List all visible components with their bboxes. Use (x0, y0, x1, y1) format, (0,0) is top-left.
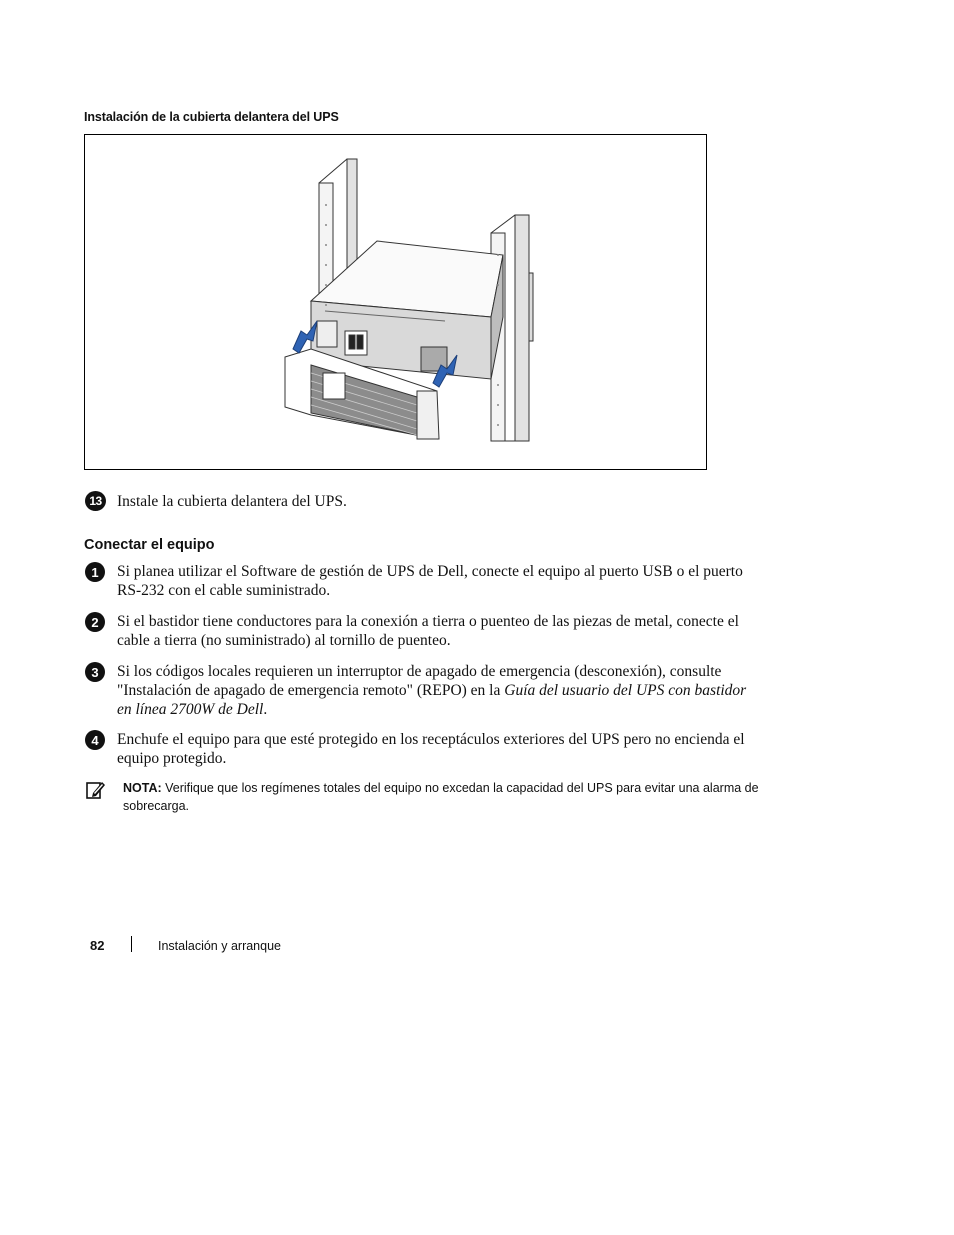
step-badge-4: 4 (85, 730, 105, 750)
footer-divider (131, 936, 132, 952)
step-3-text-end: . (263, 701, 268, 718)
step-3-text-main: Si los códigos locales requieren un interruptor de apagado de emergencia (desconexión), consulte "Instalación de apagado de emergencia remoto" (REPO) en la (117, 663, 722, 699)
step-3-text (117, 662, 757, 719)
note-text (123, 779, 763, 815)
step-3-guide-title: Guía del usuario del UPS con bastidor en línea 2700W de Dell (117, 682, 747, 718)
page-number: 82 (90, 938, 105, 953)
step-badge-2: 2 (85, 612, 105, 632)
step-badge-1: 1 (85, 562, 105, 582)
note-body: Verifique que los regímenes totales del equipo no excedan la capacidad del UPS para evitar una alarma de sobrecarga. (123, 781, 759, 813)
step-badge-3: 3 (85, 662, 105, 682)
step-badge-13: 13 (85, 491, 106, 511)
step-13-text: Instale la cubierta delantera del UPS. (117, 493, 347, 510)
section-heading: Conectar el equipo (84, 537, 215, 553)
ups-front-cover-illustration (84, 134, 707, 470)
footer-section-title: Instalación y arranque (158, 939, 281, 953)
step-2-text: Si el bastidor tiene conductores para la conexión a tierra o puenteo de las piezas de metal, conecte el cable a tierra (no suministrado) al tornillo de puenteo. (117, 613, 739, 649)
pencil-note-icon (86, 780, 106, 800)
note-label: NOTA: (123, 781, 162, 795)
step-4-text: Enchufe el equipo para que esté protegido en los receptáculos exteriores del UPS pero no encienda el equipo protegido. (117, 731, 745, 767)
step-1-text: Si planea utilizar el Software de gestión de UPS de Dell, conecte el equipo al puerto USB o el puerto RS-232 con el cable suministrado. (117, 563, 743, 599)
figure-caption: Instalación de la cubierta delantera del UPS (84, 110, 339, 124)
